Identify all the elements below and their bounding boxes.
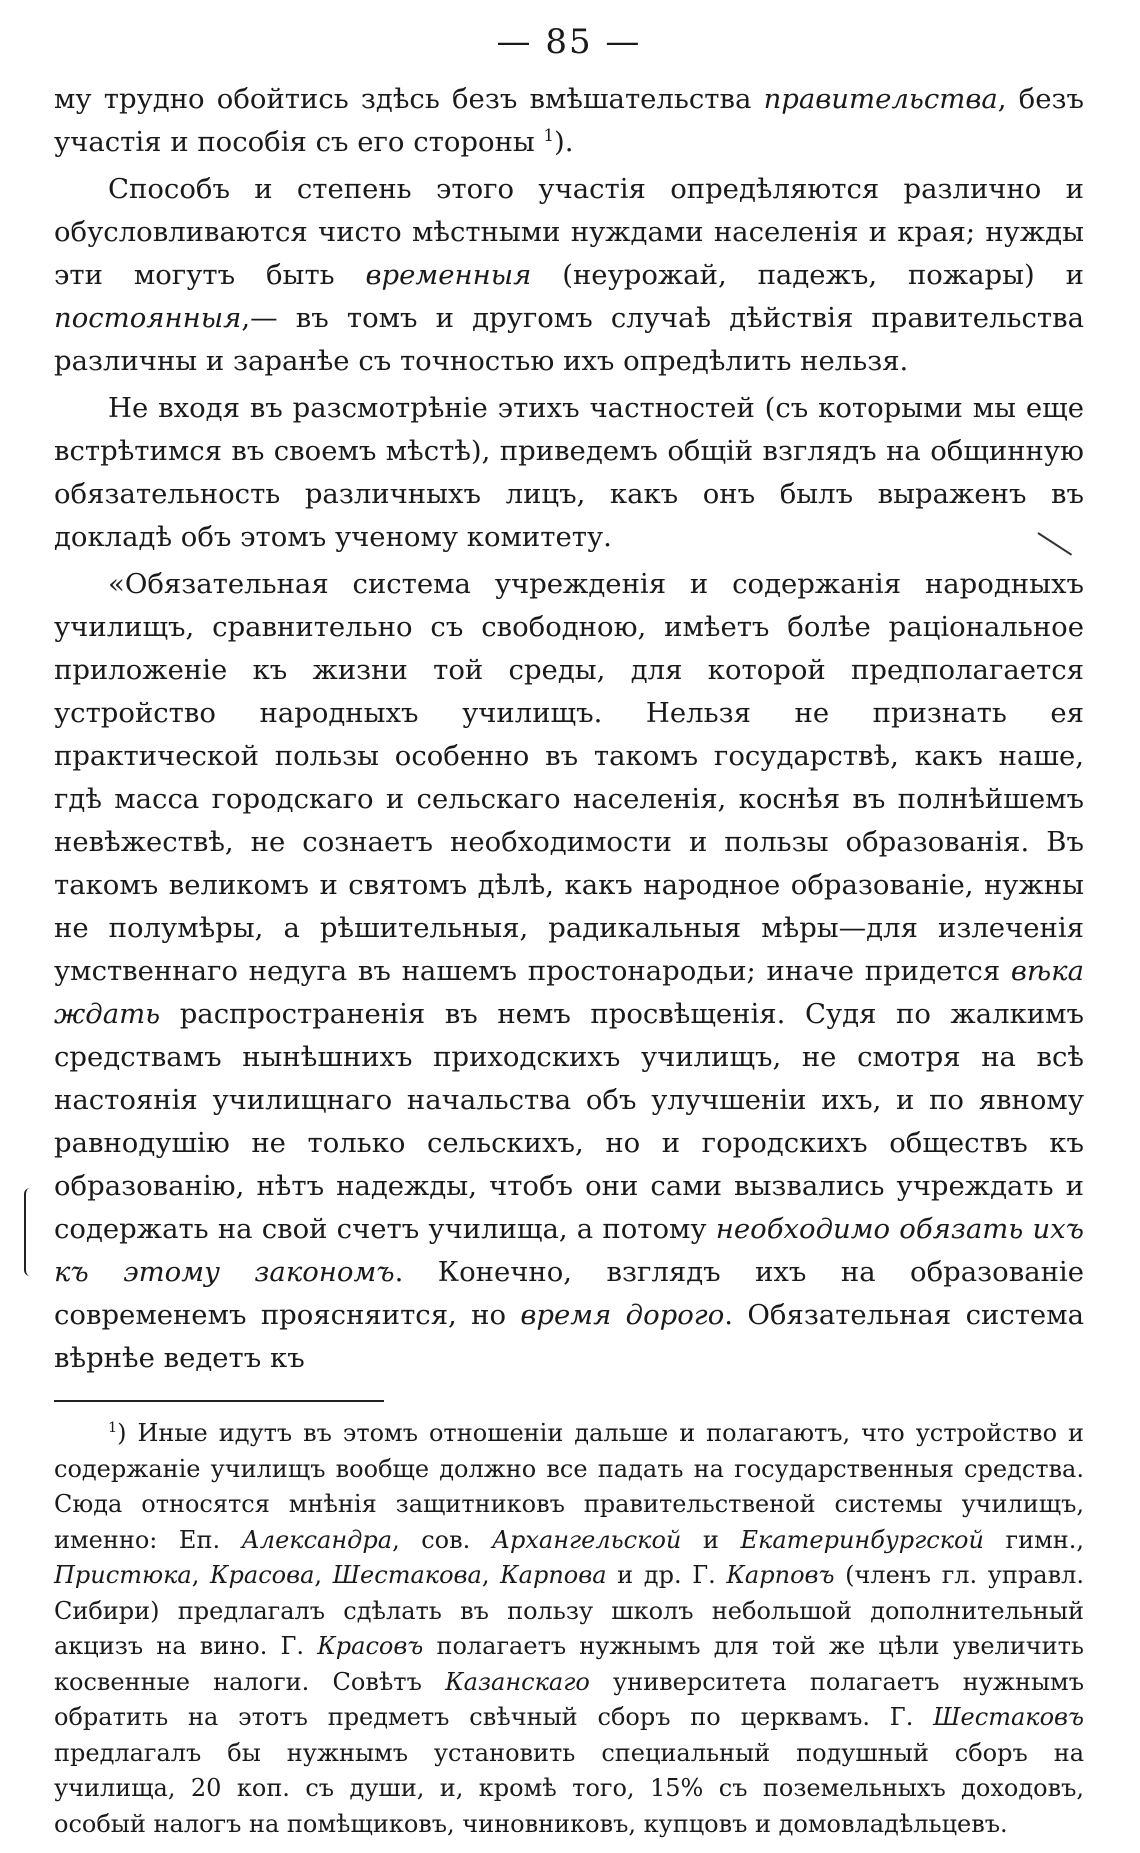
margin-bracket-mark (24, 1188, 40, 1276)
emphasis-veka-zhdat: вѣка ждать (54, 955, 1084, 1030)
emphasis-vremya-dorogo: время дорого (520, 1299, 725, 1331)
footnote-1: $^1$) Иные идутъ въ этомъ отношеніи дальше и полагаютъ, что устройство и содержаніе училищъ вообще должно все падать на государственныя средства. Сюда относятся мнѣнія защитниковъ правительственой системы училищъ, именно: Еп. Александра, сов. Архангельской и Екатеринбургской гимн., Пристюка, Красова, Шестакова, Карпова и др. Г. Карповъ (членъ гл. управл. Сибири) предлагалъ сдѣлать въ пользу школъ небольшой дополнительный акцизъ на вино. Г. Красовъ полагаетъ нужнымъ для той же цѣли увеличить косвенные налоги. Совѣтъ Казанскаго университета полагаетъ нужнымъ обратить на этотъ предметъ свѣчный сборъ по церквамъ. Г. Шестаковъ предлагалъ бы нужнымъ установить специальный подушный сборъ на училища, 20 коп. съ души, и, кромѣ того, 15% съ поземельныхъ доходовъ, особый налогъ на помѣщиковъ, чиновниковъ, купцовъ и домовладѣльцевъ. (54, 1419, 1085, 1838)
page (54, 14, 1084, 1842)
emphasis-obyazat-zakonom: необходимо обязать ихъ къ этому закономъ (54, 1213, 1084, 1288)
paragraph-3: Не входя въ разсмотрѣніе этихъ частностей (съ которыми мы еще встрѣтимся въ своемъ мѣстѣ), приведемъ общій взглядъ на общинную обязательность различныхъ лицъ, какъ онъ былъ выраженъ въ докладѣ объ этомъ ученому комитету. (54, 392, 1084, 553)
emphasis-postoyannyya: постоянныя (54, 302, 242, 334)
footnote-divider (54, 1400, 384, 1402)
footnote-ref[interactable]: 1 (543, 125, 555, 145)
paragraph-4-quote: «Обязательная система учрежденія и содержанія народныхъ училищъ, сравнительно съ свободною, имѣетъ болѣе раціональное приложеніе къ жизни той среды, для которой предполагается устройство народныхъ училищъ. Нельзя не признать ея практической пользы особенно въ такомъ государствѣ, какъ наше, гдѣ масса городскаго и сельскаго населенія, коснѣя въ полнѣйшемъ невѣжествѣ, не сознаетъ необходимости и пользы образованія. Въ такомъ великомъ и святомъ дѣлѣ, какъ народное образованіе, нужны не полумѣры, а рѣшительныя, радикальныя мѣры—для излеченія умственнаго недуга въ нашемъ простонародьи; иначе придется вѣка ждать распространенія въ немъ просвѣщенія. Судя по жалкимъ средствамъ нынѣшнихъ приходскихъ училищъ, не смотря на всѣ настоянія училищнаго начальства объ улучшеніи ихъ, и по явному равнодушію не только сельскихъ, но и городскихъ обществъ къ образованію, нѣтъ надежды, чтобъ они сами вызвались учреждать и содержать на свой счетъ училища, а потому необходимо обязать ихъ къ этому закономъ. Конечно, взглядъ ихъ на образованіе современемъ проясняится, но время дорого. Обязательная система вѣрнѣе ведетъ къ (54, 568, 1084, 1374)
emphasis-pravitelstva: правительства (763, 83, 998, 115)
footnote-marker: 1 (108, 1420, 118, 1436)
page-number: — 85 — (496, 22, 642, 62)
paragraph-2: Способъ и степень этого участія опредѣляются различно и обусловливаются чисто мѣстными нуждами населенія и края; нужды эти могутъ быть временныя (неурожай, падежъ, пожары) и постоянныя,— въ томъ и другомъ случаѣ дѣйствія правительства различны и заранѣе съ точностью ихъ опредѣлить нельзя. (54, 173, 1084, 377)
main-text (54, 78, 1084, 1380)
footnotes (54, 1416, 1084, 1842)
emphasis-vremennyya: временныя (365, 259, 532, 291)
paragraph-1: му трудно обойтись здѣсь безъ вмѣшательства правительства, безъ участія и пособія съ его стороны $^1$). (54, 83, 1084, 158)
